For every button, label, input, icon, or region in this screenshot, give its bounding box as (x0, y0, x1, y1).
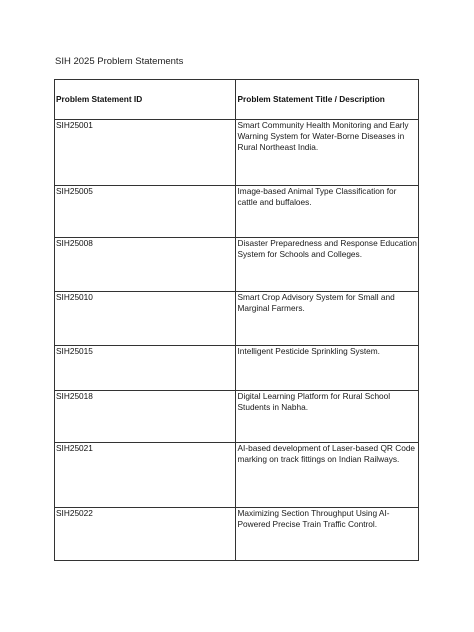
table-row (55, 508, 419, 561)
problem-statement-title: Digital Learning Platform for Rural School Students in Nabha. (236, 391, 419, 443)
problem-statement-title: Maximizing Section Throughput Using AI-Powered Precise Train Traffic Control. (236, 508, 419, 561)
problem-statement-id: SIH25021 (55, 443, 236, 508)
problem-statement-id: SIH25018 (55, 391, 236, 443)
header-problem-statement-id: Problem Statement ID (55, 80, 236, 120)
problem-statement-id: SIH25010 (55, 292, 236, 346)
table-row (55, 238, 419, 292)
table-row (55, 391, 419, 443)
problem-statement-title: Intelligent Pesticide Sprinkling System. (236, 346, 419, 391)
table-row (55, 120, 419, 186)
problem-statement-id: SIH25022 (55, 508, 236, 561)
table-row (55, 186, 419, 238)
table-row (55, 292, 419, 346)
problem-statement-id: SIH25001 (55, 120, 236, 186)
problem-statement-id: SIH25008 (55, 238, 236, 292)
problem-statement-title: Disaster Preparedness and Response Education System for Schools and Colleges. (236, 238, 419, 292)
table-header-row (55, 80, 419, 120)
problem-statement-id: SIH25015 (55, 346, 236, 391)
table-row (55, 346, 419, 391)
problem-statement-title: Smart Crop Advisory System for Small and Marginal Farmers. (236, 292, 419, 346)
problem-statement-id: SIH25005 (55, 186, 236, 238)
problem-statement-title: Image-based Animal Type Classification for cattle and buffaloes. (236, 186, 419, 238)
table-row (55, 443, 419, 508)
problem-statement-title: Smart Community Health Monitoring and Early Warning System for Water-Borne Diseases in Rural Northeast India. (236, 120, 419, 186)
header-problem-statement-title: Problem Statement Title / Description (236, 80, 419, 120)
document-title: SIH 2025 Problem Statements (55, 56, 184, 67)
problem-statement-title: AI-based development of Laser-based QR Code marking on track fittings on Indian Railways. (236, 443, 419, 508)
problem-statements-table (54, 79, 419, 561)
